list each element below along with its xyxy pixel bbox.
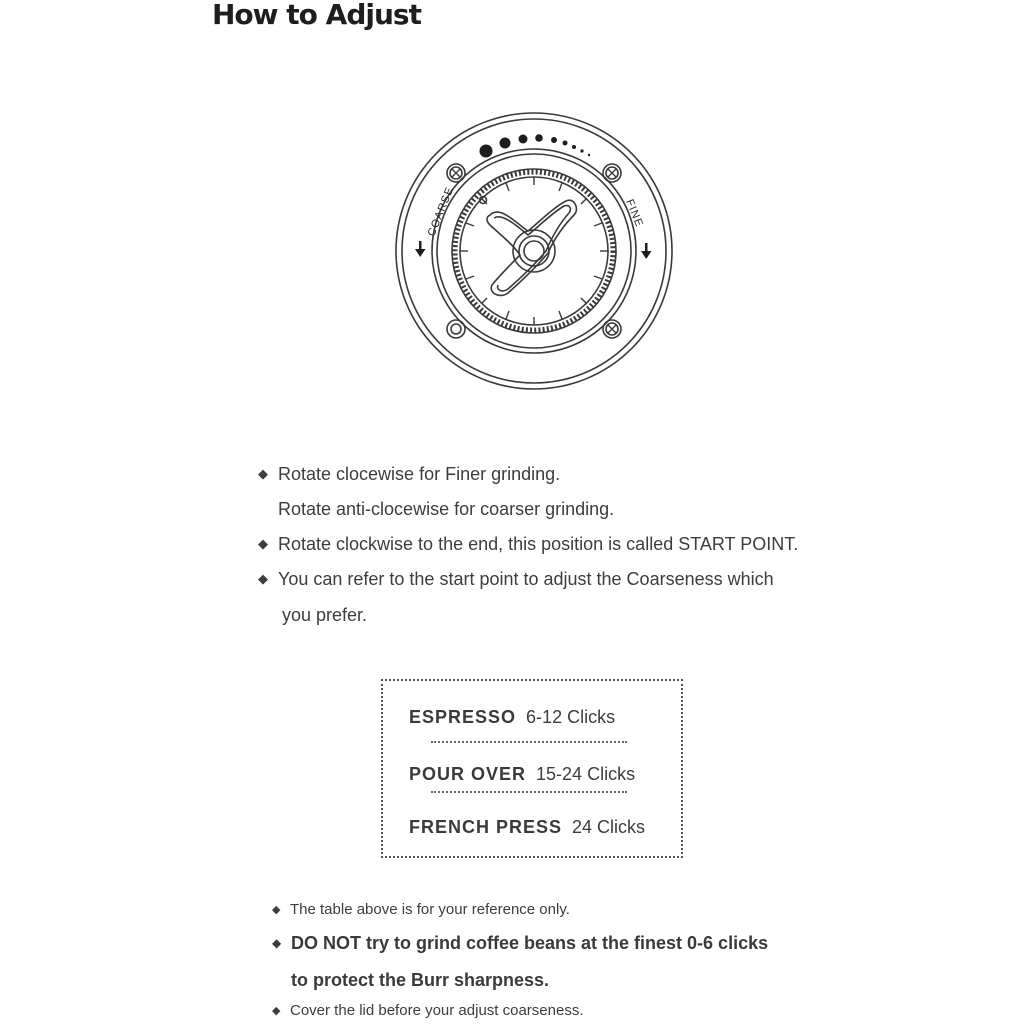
bullet-diamond-icon: ◆ [272, 1005, 281, 1017]
method-name: FRENCH PRESS [409, 817, 563, 837]
note-warning: DO NOT try to grind coffee beans at the finest 0-6 clicks [291, 933, 769, 953]
note-cover-lid: Cover the lid before your adjust coarseness. [290, 1002, 584, 1019]
outer-ring-inner [402, 119, 666, 383]
click-range: 24 Clicks [572, 817, 646, 837]
bullet-diamond-icon: ◆ [272, 936, 282, 950]
row-divider [431, 791, 627, 793]
click-range: 15-24 Clicks [536, 764, 636, 784]
reference-table [381, 679, 683, 858]
bullet-diamond-icon: ◆ [272, 904, 281, 916]
method-name: POUR OVER [409, 764, 527, 784]
coarse-label: COARSE [425, 184, 457, 239]
instruction-refer: You can refer to the start point to adjust the Coarseness which [278, 569, 774, 589]
instruction-finer: Rotate clocewise for Finer grinding. [278, 464, 561, 484]
bullet-diamond-icon: ◆ [258, 571, 268, 586]
instruction-refer-cont: you prefer. [282, 605, 368, 625]
arrow-down-left-icon [415, 241, 426, 257]
fine-label: FINE [623, 197, 646, 230]
inner-ticks [460, 177, 608, 325]
table-row [409, 764, 635, 785]
arrow-down-right-icon [641, 243, 652, 259]
center-hub-inner [524, 241, 544, 261]
row-divider [431, 741, 627, 743]
table-row [409, 707, 615, 728]
grinder-dial-diagram [388, 105, 680, 397]
method-name: ESPRESSO [409, 707, 517, 727]
adjust-handle-inner [494, 206, 570, 291]
note-reference-only: The table above is for your reference only. [290, 901, 570, 918]
instruction-coarser: Rotate anti-clocewise for coarser grinding. [278, 499, 615, 519]
note-warning-cont: to protect the Burr sharpness. [291, 970, 550, 990]
page-title: How to Adjust [212, 0, 421, 31]
instruction-start-point: Rotate clockwise to the end, this position is called START POINT. [278, 534, 799, 554]
table-row [409, 817, 645, 838]
bullet-diamond-icon: ◆ [258, 536, 268, 551]
click-range: 6-12 Clicks [526, 707, 616, 727]
screw-bottom-left [447, 320, 465, 338]
adjust-handle [487, 200, 576, 295]
bullet-diamond-icon: ◆ [258, 466, 268, 481]
gear-teeth [455, 172, 613, 330]
